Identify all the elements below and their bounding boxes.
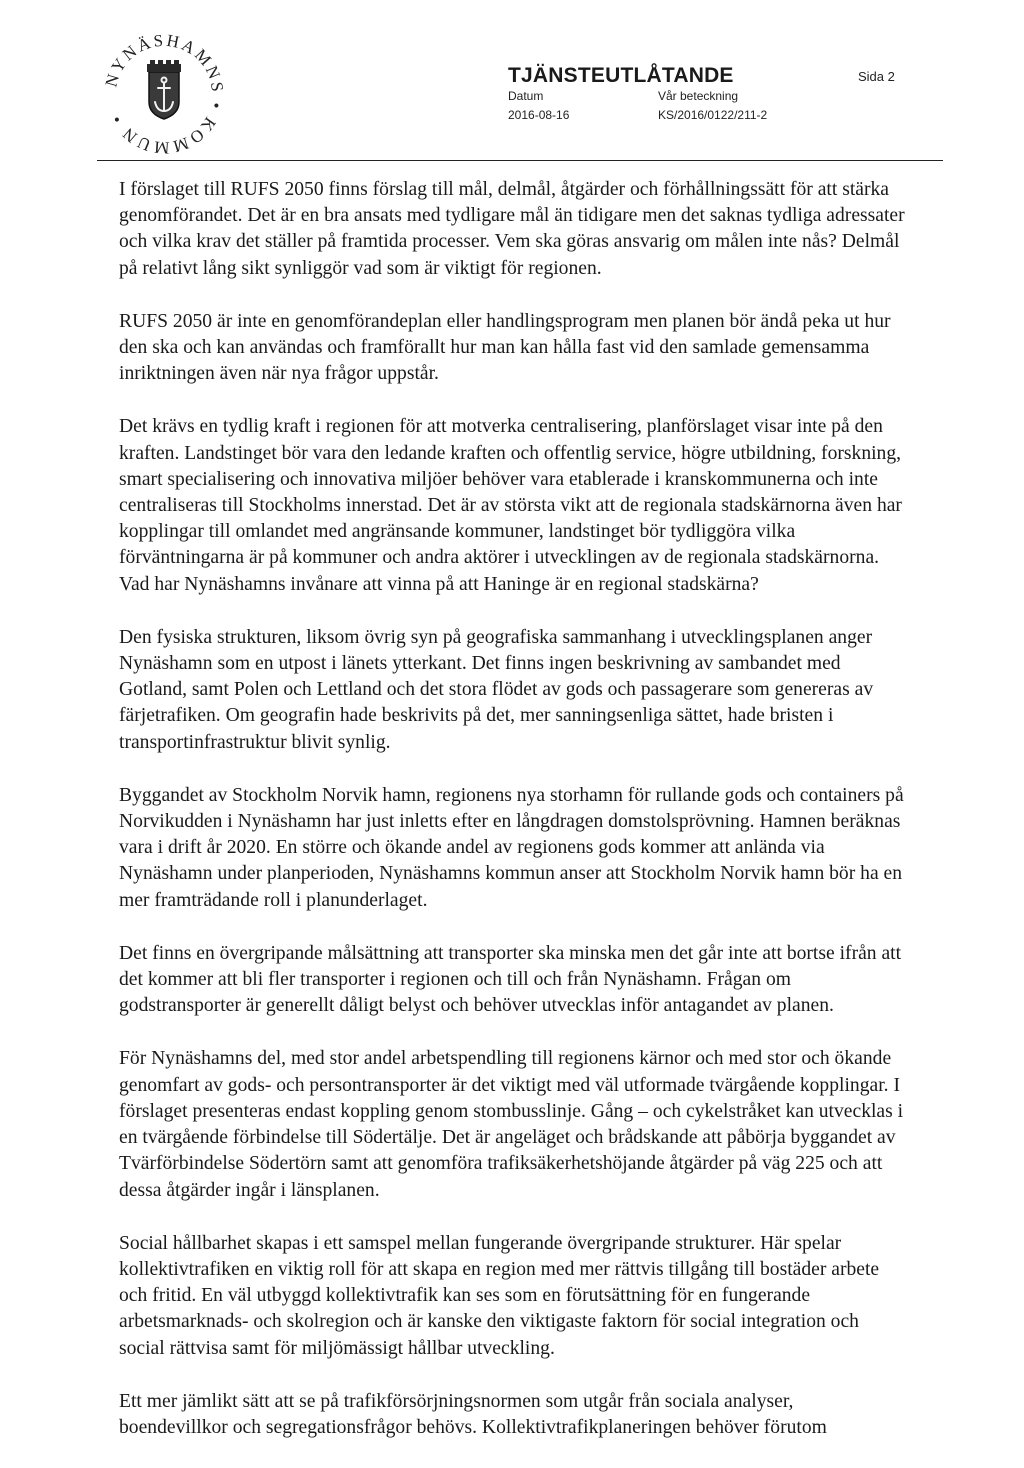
body-paragraph: Det krävs en tydlig kraft i regionen för att motverka centralisering, planförslaget visar inte på den kraften. Landstinget bör vara den ledande kraften och offentlig service, högre utbildning, forskning, smart specialisering och innovativa miljöer behöver vara etablerade i kranskommunerna och inte centraliseras till Stockholms innerstad. Det är av största vikt att de regionala stadskärnorna även har kopplingar till omlandet med angränsande kommuner, landstinget bör tydliggöra vilka förväntningarna är på kommuner och andra aktörer i utvecklingen av de regionala stadskärnorna. Vad har Nynäshamns invånare att vinna på att Haninge är en regional stadskärna? [119, 416, 902, 595]
document-body [119, 177, 907, 1468]
body-paragraph: Social hållbarhet skapas i ett samspel mellan fungerande övergripande strukturer. Här spelar kollektivtrafiken en viktig roll för att skapa en region med mer rättvis tillgång till bostäder arbete och fritid. En väl utbyggd kollektivtrafik kan ses som en förutsättning för en fungerande arbetsmarknads- och skolregion och är kanske den viktigaste faktorn för social integration och social rättvisa samt för miljömässigt hållbar utveckling. [119, 1232, 880, 1359]
header-divider [97, 160, 943, 161]
date-value: 2016-08-16 [508, 108, 570, 122]
body-paragraph: För Nynäshamns del, med stor andel arbetspendling till regionens kärnor och med stor och ökande genomfart av gods- och persontransporter är det viktigt med väl utformade tvärgående kopplingar. I förslaget presenteras endast koppling genom stombusslinje. Gång – och cykelstråket kan utvecklas i en tvärgående förbindelse till Södertälje. Det är angeläget och brådskande att påbörja byggandet av Tvärförbindelse Södertörn samt att genomföra trafiksäkerhetshöjande åtgärder på väg 225 och att dessa åtgärder ingår i länsplanen. [119, 1048, 904, 1201]
seal-emblem-icon [98, 28, 230, 160]
page-number: Sida 2 [858, 69, 895, 84]
reference-label: Vår beteckning [658, 89, 739, 103]
reference-value: KS/2016/0122/211-2 [658, 108, 768, 122]
body-paragraph: I förslaget till RUFS 2050 finns förslag till mål, delmål, åtgärder och förhållningssätt för att stärka genomförandet. Det är en bra ansats med tydligare mål än tidigare men det saknas tydliga adressater och vilka krav det ställer på framtida processer. Vem ska göras ansvarig om målen inte nås? Delmål på relativt lång sikt synliggör vad som är viktigt för regionen. [119, 179, 905, 279]
body-paragraph: Den fysiska strukturen, liksom övrig syn på geografiska sammanhang i utvecklingsplanen anger Nynäshamn som en utpost i länets ytterkant. Det finns ingen beskrivning av sambandet med Gotland, samt Polen och Lettland och det stora flödet av gods och passagerare som genereras av färjetrafiken. Om geografin hade beskrivits på det, mer sanningsenliga sättet, hade bristen i transportinfrastruktur blivit synlig. [119, 626, 874, 753]
body-paragraph: Byggandet av Stockholm Norvik hamn, regionens nya storhamn för rullande gods och containers på Norvikudden i Nynäshamn har just inletts efter en långdragen domstolsprövning. Hamnen beräknas vara i drift år 2020. En större och ökande andel av regionens gods kommer att anlända via Nynäshamn under planperioden, Nynäshamns kommun anser att Stockholm Norvik hamn bör ha en mer framträdande roll i planunderlaget. [119, 784, 904, 911]
document-title: TJÄNSTEUTLÅTANDE [508, 64, 734, 87]
svg-text:NYNÄSHAMNS • KOMMUN •: NYNÄSHAMNS • KOMMUN • [101, 30, 228, 158]
body-paragraph: Det finns en övergripande målsättning att transporter ska minska men det går inte att bortse ifrån att det kommer att bli fler transporter i regionen och till och från Nynäshamn. Frågan om godstransporter är generellt dåligt belyst och behöver utvecklas inför antagandet av planen. [119, 942, 902, 1017]
date-label: Datum [508, 89, 544, 103]
body-paragraph: Ett mer jämlikt sätt att se på trafikförsörjningsnormen som utgår från sociala analyser, boendevillkor och segregationsfrågor behövs. Kollektivtrafikplaneringen behöver förutom [119, 1390, 827, 1438]
municipality-seal-logo [98, 28, 230, 160]
body-paragraph: RUFS 2050 är inte en genomförandeplan eller handlingsprogram men planen bör ändå peka ut hur den ska och kan användas och framförallt hur man kan hålla fast vid den samlade gemensamma inriktningen även när nya frågor uppstår. [119, 310, 891, 385]
